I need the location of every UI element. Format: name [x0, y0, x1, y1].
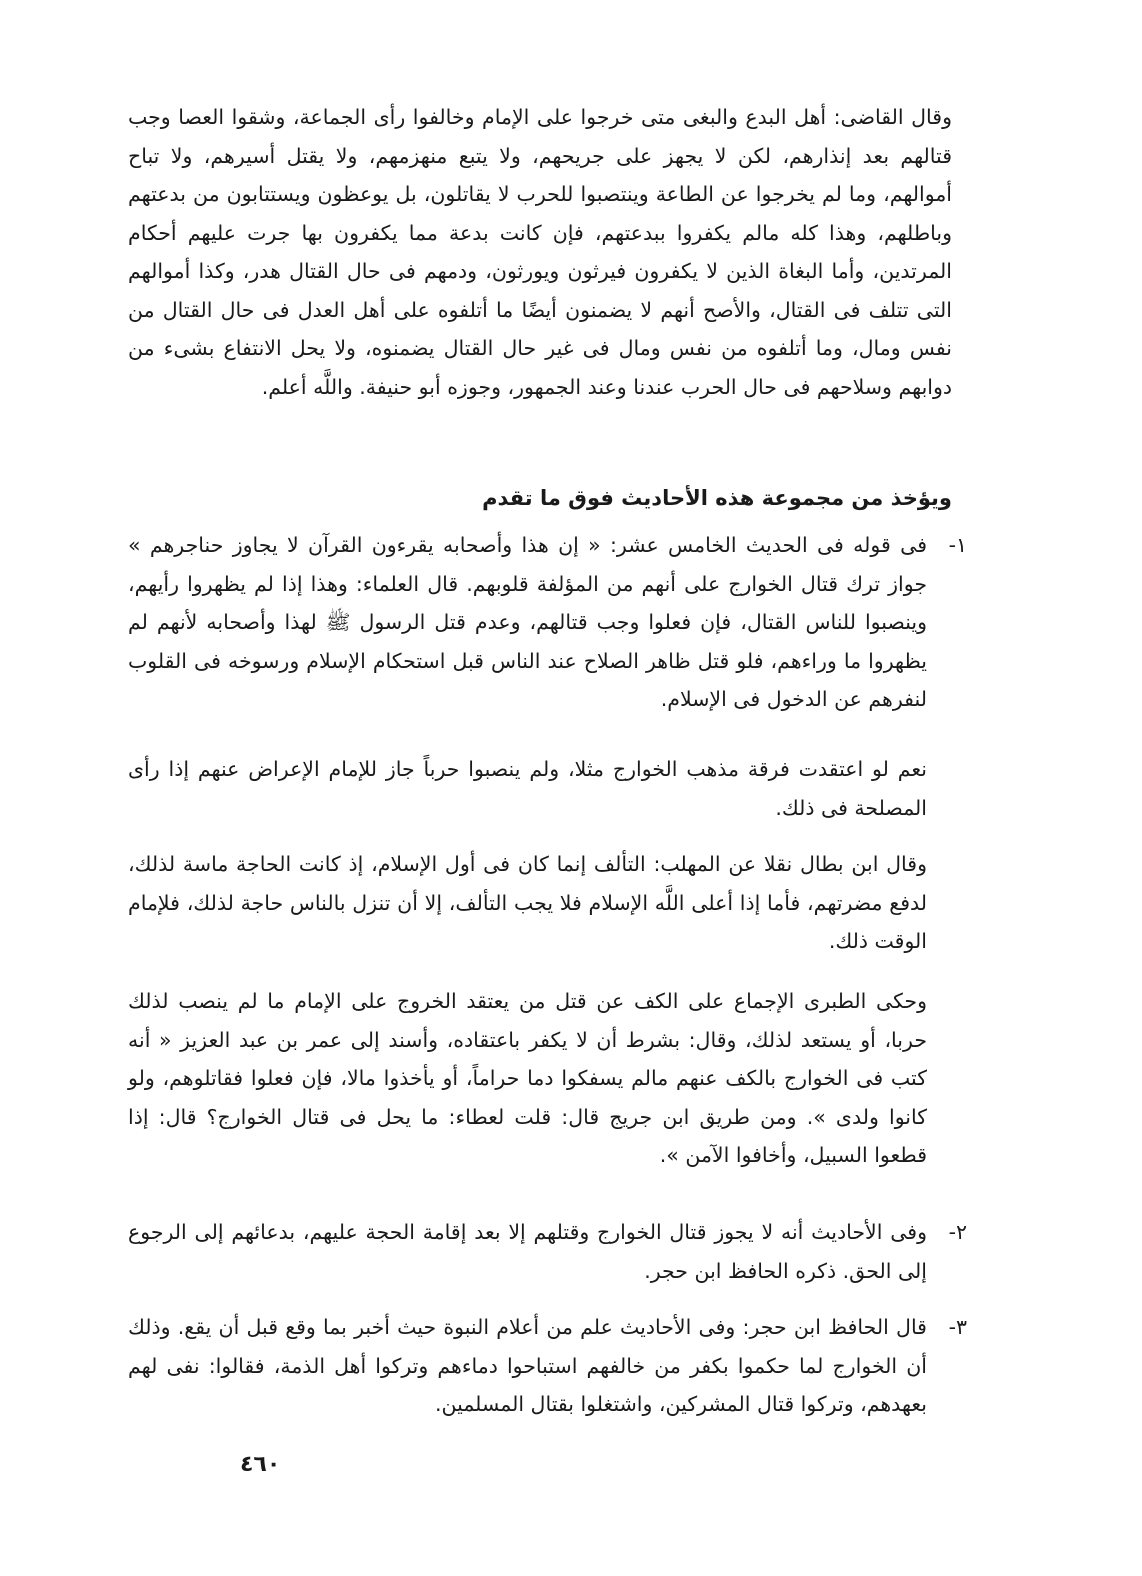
list-item-number: ٢- — [948, 1220, 967, 1244]
list-item-text: فى قوله فى الحديث الخامس عشر: « إن هذا وأصحابه يقرءون القرآن لا يجاوز حناجرهم » جواز ترك قتال الخوارج على أنهم من المؤلفة قلوبهم. قال العلماء: وهذا إذا لم يظهروا رأيهم، وينصبوا للناس القتال، فإن فعلوا وجب قتالهم، وعدم قتل الرسول ﷺ لهذا وأصحابه لأنهم لم يظهروا ما وراءهم، فلو قتل ظاهر الصلاح عند الناس قبل استحكام الإسلام ورسوخه فى القلوب لنفرهم عن الدخول فى الإسلام. — [128, 533, 927, 711]
list-item-2 — [128, 1213, 967, 1290]
section-heading: ويؤخذ من مجموعة هذه الأحاديث فوق ما تقدم — [482, 486, 952, 510]
list-item-3 — [128, 1308, 967, 1424]
list-item-1 — [128, 526, 967, 719]
page-number: ٤٦٠ — [240, 1452, 281, 1477]
sub-paragraph-1: نعم لو اعتقدت فرقة مذهب الخوارج مثلا، ولم ينصبوا حرباً جاز للإمام الإعراض عنهم إذا رأى المصلحة فى ذلك. — [128, 757, 927, 820]
list-item-text: قال الحافظ ابن حجر: وفى الأحاديث علم من أعلام النبوة حيث أخبر بما وقع قبل أن يقع. وذلك أن الخوارج لما حكموا بكفر من خالفهم استباحوا دماءهم وتركوا أهل الذمة، فقالوا: نفى لهم بعهدهم، وتركوا قتال المشركين، واشتغلوا بقتال المسلمين. — [128, 1315, 927, 1416]
list-item-number: ١- — [948, 533, 967, 557]
list-item-text: وفى الأحاديث أنه لا يجوز قتال الخوارج وقتلهم إلا بعد إقامة الحجة عليهم، بدعائهم إلى الرجوع إلى الحق. ذكره الحافظ ابن حجر. — [128, 1220, 927, 1283]
opening-paragraph: وقال القاضى: أهل البدع والبغى متى خرجوا على الإمام وخالفوا رأى الجماعة، وشقوا العصا وجب قتالهم بعد إنذارهم، لكن لا يجهز على جريحهم، ولا يتبع منهزمهم، ولا يقتل أسيرهم، ولا تباح أموالهم، وما لم يخرجوا عن الطاعة وينتصبوا للحرب لا يقاتلون، بل يوعظون ويستتابون من بدعتهم وباطلهم، وهذا كله مالم يكفروا ببدعتهم، فإن كانت بدعة مما يكفرون بها جرت عليهم أحكام المرتدين، وأما البغاة الذين لا يكفرون فيرثون ويورثون، ودمهم فى حال القتال هدر، وكذا أموالهم التى تتلف فى القتال، والأصح أنهم لا يضمنون أيضًا ما أتلفوه على أهل العدل فى حال القتال من نفس ومال، وما أتلفوه من نفس ومال فى غير حال القتال يضمنوه، ولا يحل الانتفاع بشىء من دوابهم وسلاحهم فى حال الحرب عندنا وعند الجمهور، وجوزه أبو حنيفة. واللَّه أعلم. — [128, 105, 952, 399]
list-item-number: ٣- — [948, 1315, 967, 1339]
sub-paragraph-3: وحكى الطبرى الإجماع على الكف عن قتل من يعتقد الخروج على الإمام ما لم ينصب لذلك حربا، أو يستعد لذلك، وقال: بشرط أن لا يكفر باعتقاده، وأسند إلى عمر بن عبد العزيز « أنه كتب فى الخوارج بالكف عنهم مالم يسفكوا دما حراماً، أو يأخذوا مالا، فإن فعلوا فقاتلوهم، ولو كانوا ولدى ». ومن طريق ابن جريج قال: قلت لعطاء: ما يحل فى قتال الخوارج؟ قال: إذا قطعوا السبيل، وأخافوا الآمن ». — [128, 989, 927, 1167]
sub-paragraph-2: وقال ابن بطال نقلا عن المهلب: التألف إنما كان فى أول الإسلام، إذ كانت الحاجة ماسة لذلك، لدفع مضرتهم، فأما إذا أعلى اللَّه الإسلام فلا يجب التألف، إلا أن تنزل بالناس حاجة لذلك، فلإمام الوقت ذلك. — [128, 852, 927, 953]
